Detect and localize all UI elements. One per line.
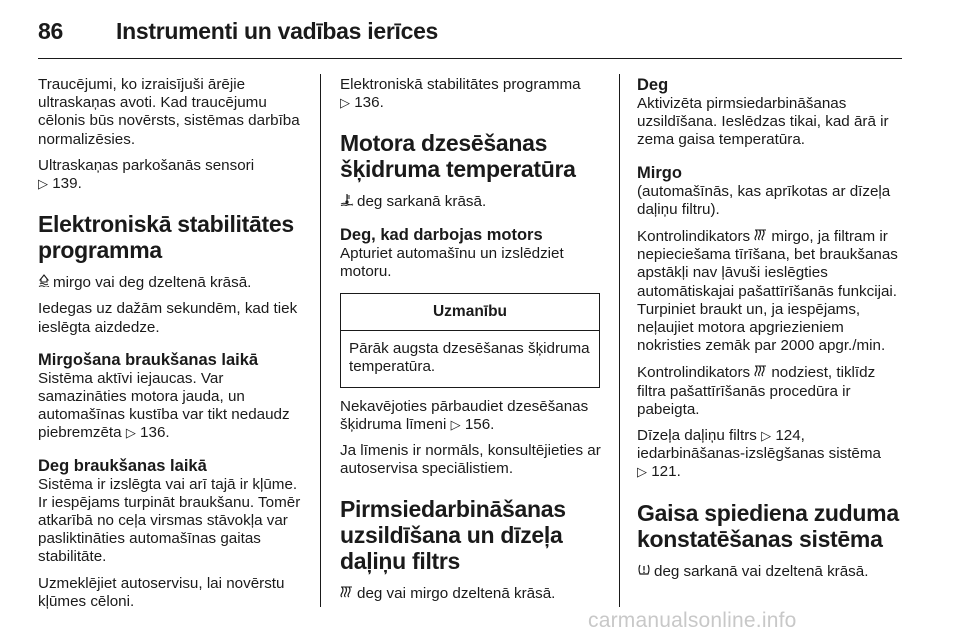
reference-page-link[interactable]: 136. — [140, 424, 170, 442]
tpms-status-text: deg sarkanā vai dzeltenā krāsā. — [654, 562, 869, 580]
warning-box — [340, 293, 600, 388]
indicator-off-paragraph — [637, 363, 903, 419]
heading-blinking: Mirgo — [637, 163, 682, 182]
warning-title: Uzmanību — [341, 294, 599, 331]
esp-reference — [340, 76, 602, 112]
blinking-text: Sistēma aktīvi iejaucas. Var samazināties motora jauda, un automašīnas kustība var tikt nedaudz piebremzēta — [38, 369, 290, 442]
running-paragraph: Apturiet automašīnu un izslēdziet motoru. — [340, 244, 564, 280]
esp-ignition-paragraph: Iedegas uz dažām sekundēm, kad tiek ieslēgta aizdedze. — [38, 300, 298, 336]
heading-on-while-driving: Deg braukšanas laikā — [38, 456, 207, 475]
coolant-temperature-icon — [340, 192, 354, 210]
reference-page-link[interactable]: 139. — [52, 175, 82, 193]
page-number: 86 — [38, 18, 63, 44]
reference-text: iedarbināšanas-izslēgšanas sistēma — [637, 445, 881, 463]
service-paragraph: Uzmeklējiet autoservisu, lai novērstu kļūmes cēloni. — [38, 574, 285, 610]
preheat-status-text: deg vai mirgo dzeltenā krāsā. — [357, 585, 556, 603]
heading-preheating: Pirmsiedarbināšanas uzsildīšana un dīzeļa daļiņu filtrs — [340, 496, 566, 575]
parking-sensor-reference — [38, 157, 306, 193]
column-divider-1 — [320, 74, 321, 607]
reference-text: Dīzeļa daļiņu filtrs — [637, 427, 757, 445]
reference-arrow-icon: ▷ — [450, 416, 461, 432]
blinking-paragraph — [38, 370, 306, 443]
column-3 — [637, 76, 903, 589]
indicator-text: nodziest, tiklīdz filtra pašattīrīšanās procedūra ir pabeigta. — [637, 364, 876, 418]
reference-page-link[interactable]: 156. — [464, 415, 495, 433]
column-divider-2 — [619, 74, 620, 607]
tpms-status-line — [637, 562, 903, 581]
heading-esp: Elektroniskā stabilitātes programma — [38, 211, 294, 264]
paragraph-interference: Traucējumi, ko izraisījuši ārējie ultraskaņas avoti. Kad traucējumu cēlonis būs novērsts, sistēmas darbība normalizēsies. — [38, 76, 300, 148]
reference-page-link[interactable]: 121. — [651, 463, 681, 481]
on-while-driving-paragraph: Sistēma ir izslēgta vai arī tajā ir kļūme. Ir iespējams turpināt braukšanu. Tomēr atkarībā no ceļa virsmas stāvokļa var pasliktināties automašīnas gaitas stabilitāte. — [38, 475, 301, 566]
tire-pressure-icon — [637, 562, 651, 580]
coolant-status-line — [340, 192, 602, 211]
reference-page-link[interactable]: 136. — [354, 94, 384, 112]
indicator-blink-paragraph — [637, 227, 903, 355]
indicator-text: Kontrolindikators — [637, 228, 751, 246]
coolant-status-text: deg sarkanā krāsā. — [357, 193, 487, 211]
watermark: carmanualsonline.info — [588, 609, 797, 632]
glow-plug-icon — [340, 584, 354, 602]
blinking-dpf-paragraph: (automašīnās, kas aprīkotas ar dīzeļa daļiņu filtru). — [637, 182, 891, 218]
column-1 — [38, 76, 306, 619]
heading-on: Deg — [637, 76, 669, 94]
reference-text: Ultraskaņas parkošanās sensori — [38, 156, 255, 174]
reference-arrow-icon: ▷ — [38, 176, 48, 192]
reference-page-link[interactable]: 124, — [775, 427, 805, 445]
glow-plug-icon — [754, 227, 768, 245]
indicator-text: Kontrolindikators — [637, 364, 751, 382]
check-text: Nekavējoties pārbaudiet dzesēšanas šķidruma līmeni — [340, 397, 589, 433]
indicator-text: mirgo, ja filtram ir nepieciešama tīrīšana, bet braukšanas apstākļi nav ļāvuši ieslēgties automātiskajai pašattīrīšanās funkcijai. Turpiniet braukt un, ja iespējams, neļaujiet motora apgriezieniem nokristies zemāk par 2000 apgr./min. — [637, 228, 898, 355]
preheat-status-line — [340, 584, 602, 603]
warning-body: Pārāk augsta dzesēšanas šķidruma temperatūra. — [349, 340, 590, 376]
reference-arrow-icon: ▷ — [340, 95, 350, 111]
glow-plug-icon — [754, 363, 768, 381]
check-coolant-paragraph — [340, 398, 602, 434]
normal-level-paragraph: Ja līmenis ir normāls, konsultējieties ar autoservisa speciālistiem. — [340, 442, 601, 478]
heading-on-while-running: Deg, kad darbojas motors — [340, 225, 543, 244]
page-header-title: Instrumenti un vadības ierīces — [116, 18, 439, 44]
esp-status-line — [38, 273, 306, 292]
heading-tire-pressure: Gaisa spiediena zuduma konstatēšanas sistēma — [637, 499, 899, 552]
on-paragraph: Aktivizēta pirmsiedarbināšanas uzsildīšana. Ieslēdzas tikai, kad ārā ir zema gaisa temperatūra. — [637, 95, 889, 149]
reference-arrow-icon: ▷ — [761, 428, 772, 444]
reference-arrow-icon: ▷ — [637, 464, 647, 480]
esp-status-text: mirgo vai deg dzeltenā krāsā. — [53, 274, 252, 292]
column-2 — [340, 76, 602, 612]
reference-text: Elektroniskā stabilitātes programma — [340, 76, 581, 93]
dpf-references — [637, 427, 903, 482]
heading-coolant-temperature: Motora dzesēšanas šķidruma temperatūra — [340, 130, 576, 183]
esp-skid-icon — [38, 273, 50, 291]
reference-arrow-icon: ▷ — [125, 425, 136, 441]
heading-blinking-while-driving: Mirgošana braukšanas laikā — [38, 350, 259, 369]
header-divider — [38, 58, 902, 59]
